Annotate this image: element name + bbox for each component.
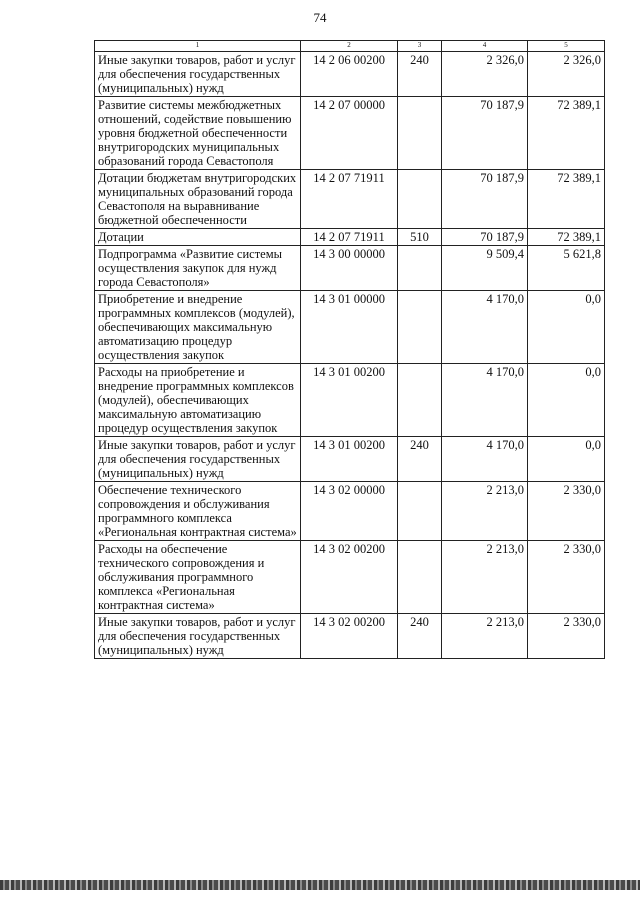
row-code: 14 2 06 00200 bbox=[301, 52, 398, 97]
row-code: 14 3 01 00000 bbox=[301, 291, 398, 364]
table-row bbox=[95, 614, 605, 659]
budget-table bbox=[94, 40, 605, 659]
row-value-2: 72 389,1 bbox=[528, 229, 605, 246]
table-row bbox=[95, 97, 605, 170]
row-value-1: 4 170,0 bbox=[442, 364, 528, 437]
row-value-1: 9 509,4 bbox=[442, 246, 528, 291]
column-number: 4 bbox=[442, 41, 528, 52]
row-value-2: 72 389,1 bbox=[528, 170, 605, 229]
row-code: 14 3 02 00200 bbox=[301, 614, 398, 659]
row-name: Развитие системы межбюджетных отношений, содействие повышению уровня бюджетной обеспеченности внутригородских муниципальных образований города Севастополя bbox=[95, 97, 301, 170]
row-name: Дотации бюджетам внутригородских муниципальных образований города Севастополя на выравнивание бюджетной обеспеченности bbox=[95, 170, 301, 229]
row-name: Обеспечение технического сопровождения и обслуживания программного комплекса «Региональная контрактная система» bbox=[95, 482, 301, 541]
row-name: Расходы на обеспечение технического сопровождения и обслуживания программного комплекса «Региональная контрактная система» bbox=[95, 541, 301, 614]
row-expense-type bbox=[398, 291, 442, 364]
row-name: Дотации bbox=[95, 229, 301, 246]
row-code: 14 3 01 00200 bbox=[301, 364, 398, 437]
row-value-1: 2 213,0 bbox=[442, 482, 528, 541]
column-number: 3 bbox=[398, 41, 442, 52]
row-value-2: 2 326,0 bbox=[528, 52, 605, 97]
row-expense-type: 240 bbox=[398, 437, 442, 482]
table-row bbox=[95, 437, 605, 482]
row-code: 14 3 02 00200 bbox=[301, 541, 398, 614]
row-value-1: 4 170,0 bbox=[442, 291, 528, 364]
row-code: 14 2 07 71911 bbox=[301, 229, 398, 246]
row-name: Подпрограмма «Развитие системы осуществления закупок для нужд города Севастополя» bbox=[95, 246, 301, 291]
row-value-2: 72 389,1 bbox=[528, 97, 605, 170]
row-expense-type: 240 bbox=[398, 52, 442, 97]
row-expense-type bbox=[398, 541, 442, 614]
row-name: Приобретение и внедрение программных комплексов (модулей), обеспечивающих максимальную автоматизацию процедур осуществления закупок bbox=[95, 291, 301, 364]
row-value-2: 2 330,0 bbox=[528, 614, 605, 659]
table-row bbox=[95, 246, 605, 291]
page-number: 74 bbox=[313, 10, 327, 25]
table-row bbox=[95, 229, 605, 246]
table-row bbox=[95, 52, 605, 97]
row-value-1: 4 170,0 bbox=[442, 437, 528, 482]
row-value-2: 0,0 bbox=[528, 437, 605, 482]
row-expense-type bbox=[398, 246, 442, 291]
column-number-row bbox=[95, 41, 605, 52]
table-row bbox=[95, 170, 605, 229]
row-value-2: 0,0 bbox=[528, 364, 605, 437]
row-value-1: 70 187,9 bbox=[442, 97, 528, 170]
column-number: 5 bbox=[528, 41, 605, 52]
row-value-1: 2 213,0 bbox=[442, 541, 528, 614]
row-value-2: 2 330,0 bbox=[528, 482, 605, 541]
scan-edge-strip bbox=[0, 880, 640, 890]
row-name: Иные закупки товаров, работ и услуг для обеспечения государственных (муниципальных) нужд bbox=[95, 614, 301, 659]
row-code: 14 3 02 00000 bbox=[301, 482, 398, 541]
row-expense-type bbox=[398, 97, 442, 170]
column-number: 1 bbox=[95, 41, 301, 52]
row-code: 14 2 07 71911 bbox=[301, 170, 398, 229]
row-code: 14 3 01 00200 bbox=[301, 437, 398, 482]
row-name: Расходы на приобретение и внедрение программных комплексов (модулей), обеспечивающих максимальную автоматизацию процедур осуществления закупок bbox=[95, 364, 301, 437]
row-expense-type: 510 bbox=[398, 229, 442, 246]
row-value-2: 5 621,8 bbox=[528, 246, 605, 291]
table-row bbox=[95, 482, 605, 541]
row-code: 14 3 00 00000 bbox=[301, 246, 398, 291]
row-value-1: 70 187,9 bbox=[442, 229, 528, 246]
row-value-2: 2 330,0 bbox=[528, 541, 605, 614]
table-row bbox=[95, 541, 605, 614]
table-row bbox=[95, 364, 605, 437]
row-expense-type bbox=[398, 482, 442, 541]
row-expense-type: 240 bbox=[398, 614, 442, 659]
row-name: Иные закупки товаров, работ и услуг для обеспечения государственных (муниципальных) нужд bbox=[95, 437, 301, 482]
row-name: Иные закупки товаров, работ и услуг для обеспечения государственных (муниципальных) нужд bbox=[95, 52, 301, 97]
table-row bbox=[95, 291, 605, 364]
column-number: 2 bbox=[301, 41, 398, 52]
row-value-1: 70 187,9 bbox=[442, 170, 528, 229]
row-expense-type bbox=[398, 170, 442, 229]
row-value-1: 2 213,0 bbox=[442, 614, 528, 659]
row-value-1: 2 326,0 bbox=[442, 52, 528, 97]
row-value-2: 0,0 bbox=[528, 291, 605, 364]
row-code: 14 2 07 00000 bbox=[301, 97, 398, 170]
row-expense-type bbox=[398, 364, 442, 437]
